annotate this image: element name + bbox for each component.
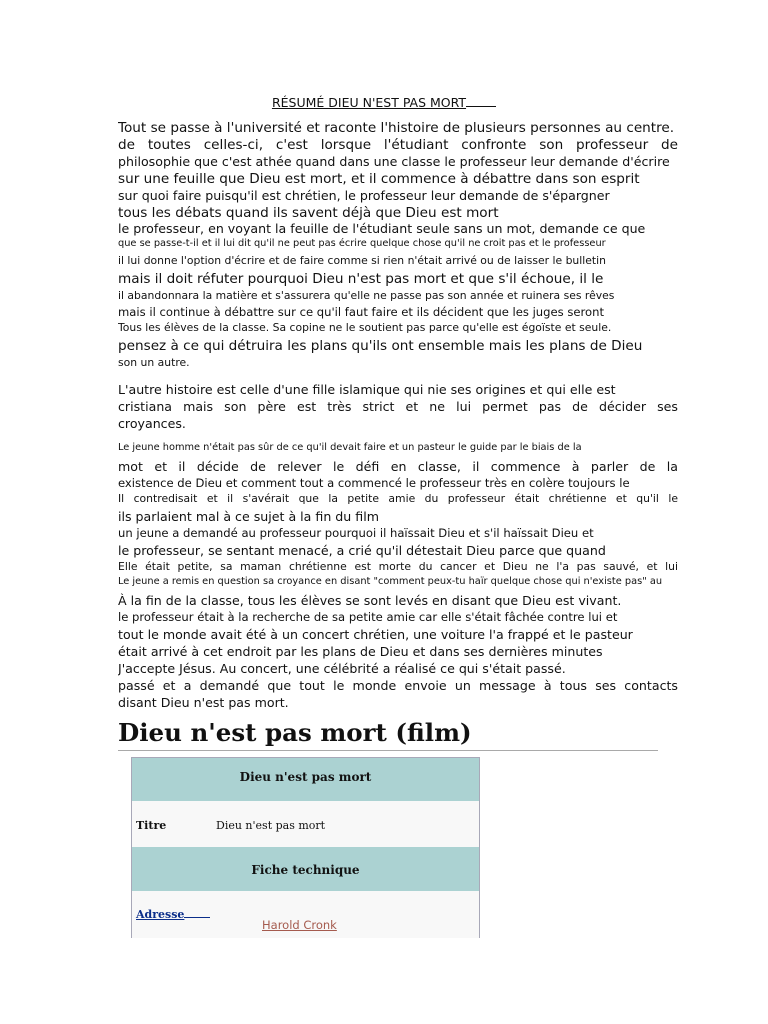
infobox-section-text: Fiche technique <box>251 863 360 877</box>
text-line: mais il continue à débattre sur ce qu'il faut faire et ils décident que les juges seront <box>118 305 605 319</box>
text-line: Tous les élèves de la classe. Sa copine ne le soutient pas parce qu'elle est égoïste et seule. <box>118 321 612 334</box>
text-line: disant Dieu n'est pas mort. <box>118 695 289 710</box>
text-line: sur une feuille que Dieu est mort, et il commence à débattre dans son esprit <box>118 171 640 187</box>
document-title: RÉSUMÉ DIEU N'EST PAS MORT <box>0 95 768 110</box>
text-line: un jeune a demandé au professeur pourquoi il haïssait Dieu et s'il haïssait Dieu et <box>118 526 594 540</box>
text-line: existence de Dieu et comment tout a commencé le professeur très en colère toujours le <box>118 476 630 490</box>
text-line: croyances. <box>118 416 186 431</box>
text-line: passé et a demandé que tout le monde envoie un message à tous ses contacts <box>118 678 678 693</box>
infobox-header-text: Dieu n'est pas mort <box>239 770 372 784</box>
infobox-title-label: Titre <box>136 819 167 832</box>
text-line: de toutes celles-ci, c'est lorsque l'étudiant confronte son professeur de <box>118 137 678 153</box>
text-line: cristiana mais son père est très strict et ne lui permet pas de décider ses <box>118 399 678 414</box>
infobox-address-label[interactable]: Adresse <box>136 908 210 921</box>
infobox-row-title <box>132 801 479 847</box>
text-line: le professeur, en voyant la feuille de l'étudiant seule sans un mot, demande ce que <box>118 221 646 236</box>
infobox-header <box>132 758 479 801</box>
text-line: le professeur, se sentant menacé, a crié qu'il détestait Dieu parce que quand <box>118 543 606 558</box>
text-line: Le jeune a remis en question sa croyance en disant "comment peux-tu haïr quelque chose qui n'existe pas" au <box>118 576 663 587</box>
text-line: Tout se passe à l'université et raconte l'histoire de plusieurs personnes au centre. <box>118 120 675 136</box>
text-line: J'accepte Jésus. Au concert, une célébrité a réalisé ce qui s'était passé. <box>118 661 566 676</box>
text-line: L'autre histoire est celle d'une fille islamique qui nie ses origines et qui elle est <box>118 382 616 397</box>
text-line: Elle était petite, sa maman chrétienne est morte du cancer et Dieu ne l'a pas sauvé, et lui <box>118 560 678 573</box>
text-line: il abandonnara la matière et s'assurera qu'elle ne passe pas son année et ruinera ses rêves <box>118 289 615 302</box>
text-line: À la fin de la classe, tous les élèves se sont levés en disant que Dieu est vivant. <box>118 593 622 608</box>
text-line: mot et il décide de relever le défi en classe, il commence à parler de la <box>118 459 678 474</box>
infobox <box>131 757 480 938</box>
text-line: il lui donne l'option d'écrire et de faire comme si rien n'était arrivé ou de laisser le bulletin <box>118 254 606 267</box>
text-line: tout le monde avait été à un concert chrétien, une voiture l'a frappé et le pasteur <box>118 627 633 642</box>
section-heading: Dieu n'est pas mort (film) <box>118 718 472 747</box>
text-line: le professeur était à la recherche de sa petite amie car elle s'était fâchée contre lui et <box>118 610 618 624</box>
text-line: que se passe-t-il et il lui dit qu'il ne peut pas écrire quelque chose qu'il ne croit pas et le professeur <box>118 238 606 249</box>
text-line: philosophie que c'est athée quand dans une classe le professeur leur demande d'écrire <box>118 154 670 169</box>
infobox-section <box>132 847 479 891</box>
text-line: était arrivé à cet endroit par les plans de Dieu et dans ses dernières minutes <box>118 644 603 659</box>
text-line: son un autre. <box>118 356 190 369</box>
text-line: pensez à ce qui détruira les plans qu'ils ont ensemble mais les plans de Dieu <box>118 338 643 354</box>
infobox-row-address <box>132 891 479 938</box>
text-line: ils parlaient mal à ce sujet à la fin du film <box>118 509 379 524</box>
text-line: tous les débats quand ils savent déjà que Dieu est mort <box>118 205 499 221</box>
text-line: sur quoi faire puisqu'il est chrétien, le professeur leur demande de s'épargner <box>118 188 610 203</box>
text-line: Il contredisait et il s'avérait que la petite amie du professeur était chrétienne et qu'il le <box>118 492 678 505</box>
text-line: mais il doit réfuter pourquoi Dieu n'est pas mort et que s'il échoue, il le <box>118 271 604 287</box>
infobox-title-value: Dieu n'est pas mort <box>216 819 326 832</box>
infobox-address-link[interactable]: Harold Cronk <box>262 918 337 932</box>
text-line: Le jeune homme n'était pas sûr de ce qu'il devait faire et un pasteur le guide par le biais de la <box>118 442 582 453</box>
heading-divider <box>118 750 658 751</box>
